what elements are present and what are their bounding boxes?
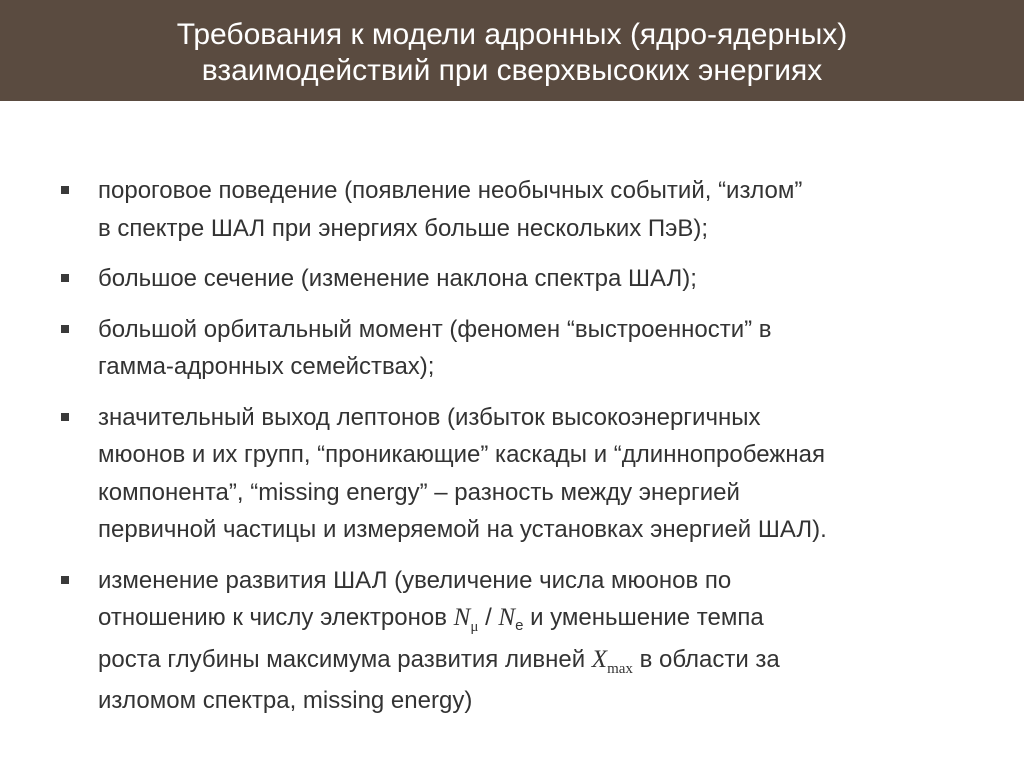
bullet-text-line: пороговое поведение (появление необычных событий, “излом” [98,177,803,204]
bullet-item-orbital-moment [58,311,988,386]
bullet-text-line-formula [98,599,988,641]
bullet-text-line: в спектре ШАЛ при энергиях больше нескольких ПэВ); [98,214,709,242]
bullet-text-line: большой орбитальный момент (феномен “выстроенности” в [98,315,772,343]
bullet-text-line-formula [98,641,988,683]
n-mu-symbol: N [453,604,471,631]
n-e-subscript: e [515,617,524,634]
bullet-text-line: гамма-адронных семействах); [98,353,435,380]
n-e-symbol: N [498,604,516,631]
slide-header [0,0,1024,101]
x-max-symbol: X [591,645,608,673]
bullet-list [58,172,988,733]
bullet-item-lepton-yield [58,399,988,549]
bullet-text-line: изменение развития ШАЛ (увеличение числа мюонов по [98,566,732,594]
formula-tail-text: и уменьшение темпа [530,604,764,631]
formula-lead-text: отношению к числу электронов [98,604,447,631]
bullet-square-icon [61,325,69,333]
bullet-square-icon [61,186,69,194]
bullet-text-line: изломом спектра, missing energy) [98,687,473,714]
bullet-item-cross-section [58,260,988,298]
bullet-square-icon [61,413,69,421]
xmax-tail-text: в области за [639,645,780,673]
bullet-text-line: значительный выход лептонов (избыток высокоэнергичных [98,403,761,431]
slide-title [177,17,848,89]
bullet-item-threshold [58,172,988,247]
bullet-text-line: компонента”, “missing energy” – разность между энергией [98,478,740,506]
slide-title-line-2: взаимодействий при сверхвысоких энергиях [201,53,823,87]
bullet-square-icon [61,274,69,282]
bullet-square-icon [61,576,69,584]
bullet-text-line: большое сечение (изменение наклона спектра ШАЛ); [98,265,697,292]
bullet-item-eas-development [58,562,988,720]
bullet-text-line: первичной частицы и измеряемой на установках энергией ШАЛ). [98,516,827,543]
slide-title-line-1: Требования к модели адронных (ядро-ядерных) [176,17,848,51]
bullet-text-line: мюонов и их групп, “проникающие” каскады и “длиннопробежная [98,441,825,468]
n-mu-subscript: μ [470,619,479,635]
xmax-lead-text: роста глубины максимума развития ливней [98,645,586,673]
x-max-subscript: max [607,660,633,677]
ratio-slash: / [485,604,492,631]
